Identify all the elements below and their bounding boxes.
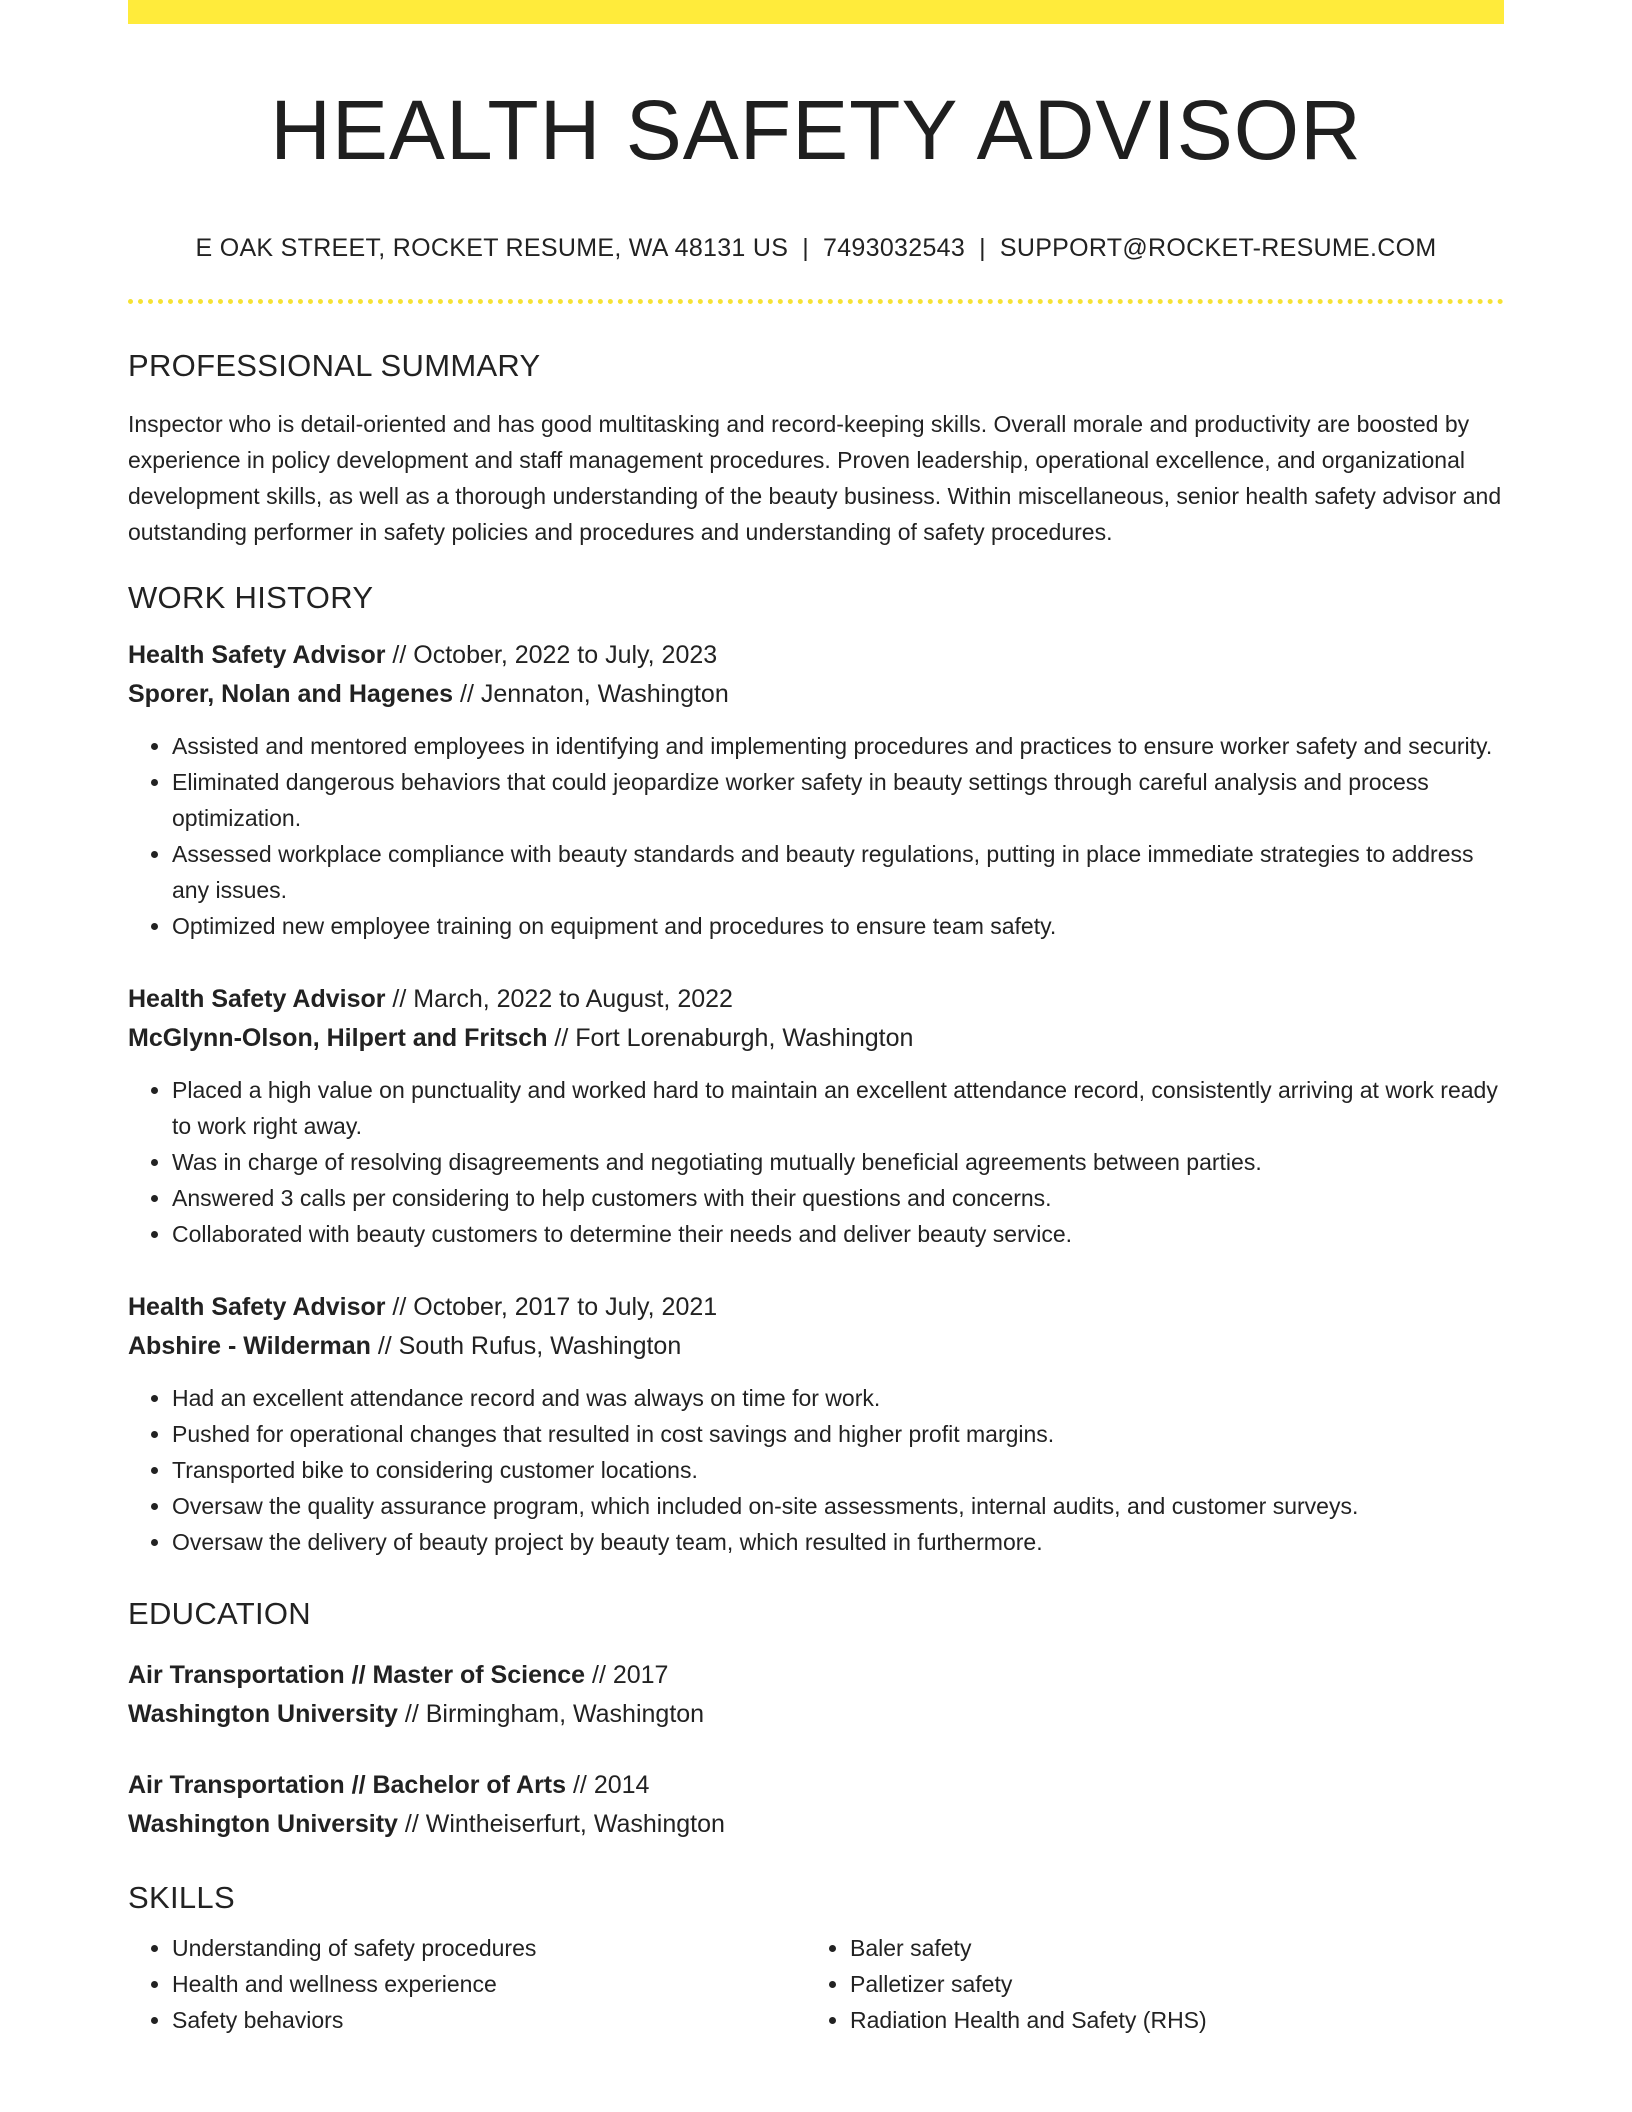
education-degree: Air Transportation // Bachelor of Arts [128, 1771, 567, 1800]
contact-separator: | [979, 234, 986, 263]
work-history-heading: WORK HISTORY [128, 580, 374, 616]
resume-title: HEALTH SAFETY ADVISOR [270, 83, 1362, 177]
job-bullet: • Assessed workplace compliance with beauty standards and beauty regulations, putting in place immediate strategies to address any issues. [172, 836, 1504, 908]
education-location: // Birmingham, Washington [397, 1700, 705, 1729]
contact-line [128, 234, 1504, 263]
skill-item: • Radiation Health and Safety (RHS) [850, 2002, 1484, 2038]
job-bullet: • Had an excellent attendance record and was always on time for work. [172, 1380, 1504, 1416]
skill-item: • Understanding of safety procedures [172, 1930, 806, 1966]
job-company-line [128, 675, 1504, 714]
job-location: // Fort Lorenaburgh, Washington [547, 1024, 914, 1053]
accent-bar [128, 0, 1504, 24]
dotted-divider [128, 299, 1504, 304]
contact-email: SUPPORT@ROCKET-RESUME.COM [999, 234, 1437, 263]
education-year: // 2014 [566, 1771, 650, 1800]
contact-address: E OAK STREET, ROCKET RESUME, WA 48131 US [195, 234, 789, 263]
job-entry [128, 1288, 1504, 1560]
job-role-line [128, 980, 1504, 1019]
skill-item: • Safety behaviors [172, 2002, 806, 2038]
job-bullet: • Was in charge of resolving disagreements and negotiating mutually beneficial agreements between parties. [172, 1144, 1504, 1180]
job-dates: // October, 2017 to July, 2021 [385, 1293, 718, 1322]
education-entry [128, 1766, 1504, 1844]
job-bullet: • Assisted and mentored employees in identifying and implementing procedures and practices to ensure worker safety and security. [172, 728, 1504, 764]
job-bullet: • Eliminated dangerous behaviors that could jeopardize worker safety in beauty settings through careful analysis and process optimization. [172, 764, 1504, 836]
education-entry [128, 1656, 1504, 1734]
job-bullets [128, 1072, 1504, 1252]
education-school: Washington University [128, 1700, 398, 1729]
job-bullets [128, 1380, 1504, 1560]
skills-heading: SKILLS [128, 1880, 235, 1916]
education-degree-line [128, 1656, 1504, 1695]
skill-item: • Baler safety [850, 1930, 1484, 1966]
job-dates: // March, 2022 to August, 2022 [385, 985, 733, 1014]
job-bullet: • Optimized new employee training on equipment and procedures to ensure team safety. [172, 908, 1504, 944]
skills-columns [128, 1930, 1504, 2038]
job-bullet: • Collaborated with beauty customers to determine their needs and deliver beauty service. [172, 1216, 1504, 1252]
job-bullet: • Answered 3 calls per considering to help customers with their questions and concerns. [172, 1180, 1504, 1216]
skills-list-right [806, 1930, 1484, 2038]
job-bullet: • Placed a high value on punctuality and worked hard to maintain an excellent attendance record, consistently arriving at work ready to work right away. [172, 1072, 1504, 1144]
skill-item: • Health and wellness experience [172, 1966, 806, 2002]
education-heading: EDUCATION [128, 1596, 311, 1632]
education-degree-line [128, 1766, 1504, 1805]
job-company-line [128, 1019, 1504, 1058]
job-location: // Jennaton, Washington [453, 680, 729, 709]
job-bullet: • Oversaw the delivery of beauty project by beauty team, which resulted in furthermore. [172, 1524, 1504, 1560]
resume-page [128, 0, 1504, 2038]
job-role-line [128, 1288, 1504, 1327]
job-entry [128, 636, 1504, 944]
education-school: Washington University [128, 1810, 398, 1839]
job-role: Health Safety Advisor [128, 1293, 386, 1322]
contact-separator: | [802, 234, 810, 263]
job-company: McGlynn-Olson, Hilpert and Fritsch [128, 1024, 548, 1053]
job-bullets [128, 728, 1504, 944]
job-bullet: • Transported bike to considering customer locations. [172, 1452, 1504, 1488]
education-school-line [128, 1805, 1504, 1844]
job-bullet: • Pushed for operational changes that resulted in cost savings and higher profit margins. [172, 1416, 1504, 1452]
job-entry [128, 980, 1504, 1252]
education-school-line [128, 1695, 1504, 1734]
summary-text: Inspector who is detail-oriented and has good multitasking and record-keeping skills. Overall morale and productivity are boosted by experience in policy development and staff management procedures. Proven leadership, operational excellence, and organizational development skills, as well as a thorough understanding of the beauty business. Within miscellaneous, senior health safety advisor and outstanding performer in safety policies and procedures and understanding of safety procedures. [128, 411, 1502, 546]
job-bullet: • Oversaw the quality assurance program, which included on-site assessments, internal audits, and customer surveys. [172, 1488, 1504, 1524]
education-degree: Air Transportation // Master of Science [128, 1661, 586, 1690]
job-role: Health Safety Advisor [128, 641, 386, 670]
summary-heading: PROFESSIONAL SUMMARY [128, 348, 541, 384]
skill-item: • Palletizer safety [850, 1966, 1484, 2002]
contact-phone: 7493032543 [823, 234, 966, 263]
job-company-line [128, 1327, 1504, 1366]
job-role: Health Safety Advisor [128, 985, 386, 1014]
education-location: // Wintheiserfurt, Washington [397, 1810, 725, 1839]
education-year: // 2017 [585, 1661, 669, 1690]
job-company: Sporer, Nolan and Hagenes [128, 680, 454, 709]
job-location: // South Rufus, Washington [370, 1332, 682, 1361]
job-company: Abshire - Wilderman [128, 1332, 371, 1361]
job-role-line [128, 636, 1504, 675]
skills-list-left [128, 1930, 806, 2038]
job-dates: // October, 2022 to July, 2023 [385, 641, 718, 670]
